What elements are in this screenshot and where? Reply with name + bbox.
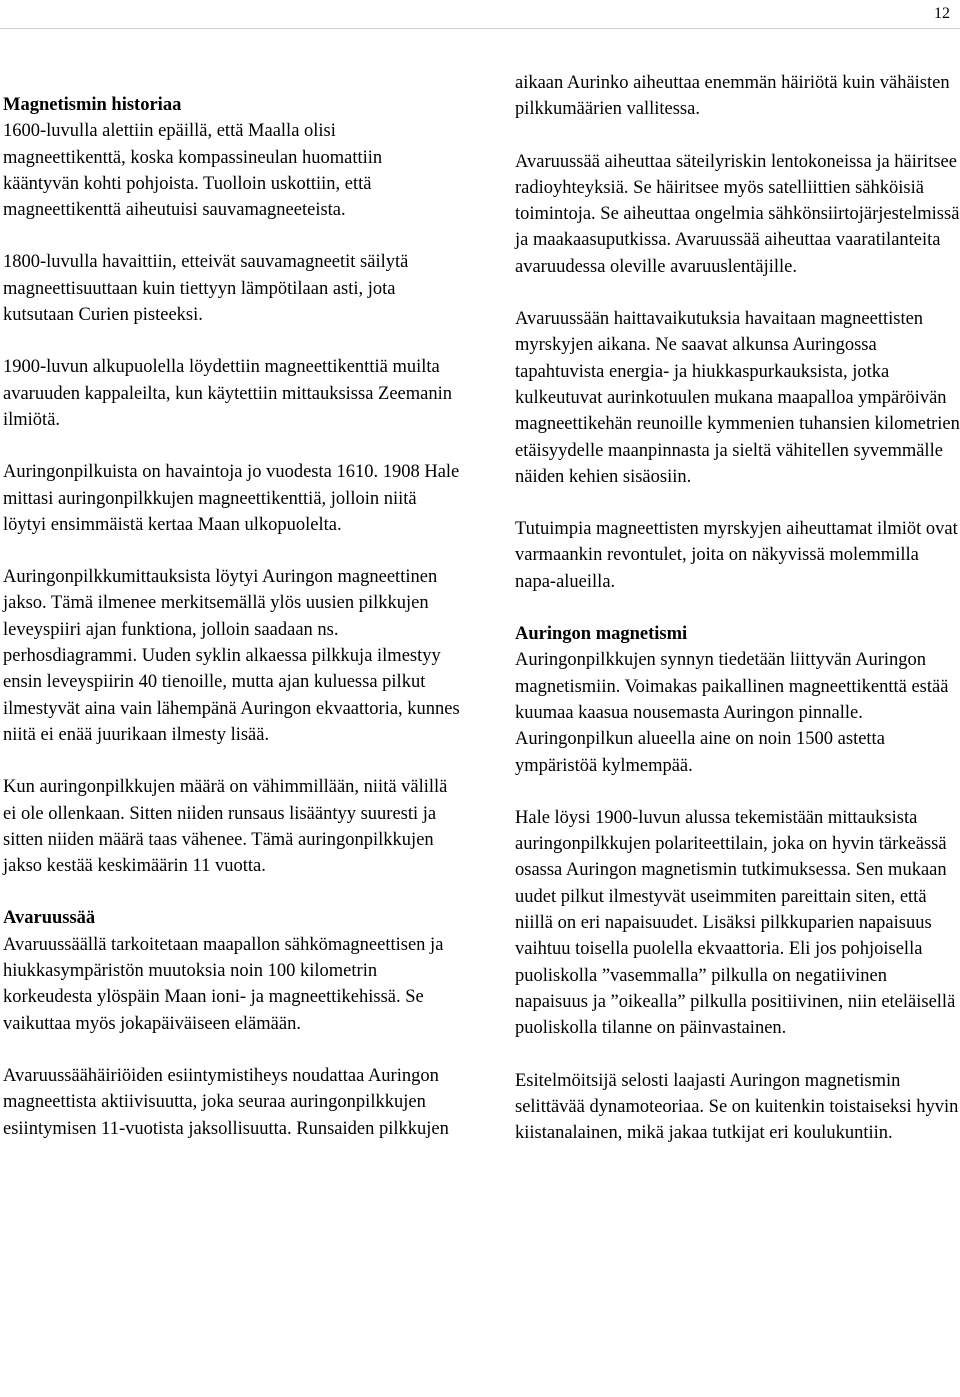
header-divider bbox=[0, 28, 960, 29]
paragraph-dynamo-theory: Esitelmöitsijä selosti laajasti Auringon magnetismin selittävää dynamoteoriaa. Se on kuitenkin toistaiseksi hyvin kiistanalainen, mikä jakaa tutkijat eri koulukuntiin. bbox=[515, 1070, 959, 1144]
left-column bbox=[3, 92, 461, 1168]
paragraph-space-weather-definition: Avaruussäällä tarkoitetaan maapallon sähkömagneettisen ja hiukkasympäristön muutoksia noin 100 kilometrin korkeudesta ylöspäin Maan ioni- ja magneettikehissä. Se vaikuttaa myös jokapäiväiseen elämään. bbox=[3, 934, 444, 1034]
paragraph-sunspot-cycle: Kun auringonpilkkujen määrä on vähimmillään, niitä välillä ei ole ollenkaan. Sitten niiden runsaus lisääntyy suuresti ja sitten niiden määrä taas vähenee. Tämä auringonpilkkujen jakso kestää keskimäärin 11 vuotta. bbox=[3, 777, 448, 877]
paragraph-magnetic-storms: Avaruussään haittavaikutuksia havaitaan magneettisten myrskyjen aikana. Ne saavat alkunsa Auringossa tapahtuvista energia- ja hiukkaspurkauksista, jotka kulkeutuvat aurinkotuulen mukana maapalloa ympäröivän magneettikehän reunoille kymmenien tuhansien kilometrien etäisyydelle maanpinnasta ja sieltä vähitellen syvemmälle näiden kehien sisäosiin. bbox=[515, 309, 960, 487]
paragraph-curie: 1800-luvulla havaittiin, etteivät sauvamagneetit säilytä magneettisuuttaan kuin tiettyyn lämpötilaan asti, jota kutsutaan Curien pisteeksi. bbox=[3, 252, 409, 326]
paragraph-sunspot-observations: Auringonpilkuista on havaintoja jo vuodesta 1610. 1908 Hale mittasi auringonpilkkujen magneettikenttiä, jolloin niitä löytyi ensimmäistä kertaa Maan ulkopuolelta. bbox=[3, 462, 460, 535]
history-heading: Magnetismin historiaa bbox=[3, 95, 182, 115]
right-column bbox=[515, 70, 960, 1172]
history-section bbox=[3, 92, 461, 223]
paragraph-disturbance-continued: aikaan Aurinko aiheuttaa enemmän häiriötä kuin vähäisten pilkkumäärien vallitessa. bbox=[515, 73, 950, 120]
paragraph-disturbance-frequency: Avaruussäähäiriöiden esiintymistiheys noudattaa Auringon magneettista aktiivisuutta, joka seuraa auringonpilkkujen esiintymisen 11-vuotista jaksollisuutta. Runsaiden pilkkujen bbox=[3, 1065, 449, 1139]
page-number: 12 bbox=[934, 5, 950, 22]
paragraph-polarity-law: Hale löysi 1900-luvun alussa tekemistään mittauksista auringonpilkkujen polariteettilain, joka on hyvin tärkeässä osassa Auringon magnetismin tutkimuksessa. Sen mukaan uudet pilkut ilmestyvät useimmiten pareittain siten, että niillä on eri napaisuudet. Lisäksi pilkkuparien napaisuus vaihtuu toisella puolella ekvaattoria. Eli jos pohjoisella puoliskolla ”vasemmalla” pilkulla on negatiivinen napaisuus ja ”oikealla” pilkulla positiivinen, niin eteläisellä puoliskolla tilanne on päinvastainen. bbox=[515, 807, 956, 1039]
paragraph-compass: 1600-luvulla alettiin epäillä, että Maalla olisi magneettikenttä, koska kompassineulan huomattiin kääntyvän kohti pohjoista. Tuolloin uskottiin, että magneettikenttä aiheutuisi sauvamagneeteista. bbox=[3, 121, 383, 221]
paragraph-butterfly-diagram: Auringonpilkkumittauksista löytyi Auringon magneettinen jakso. Tämä ilmenee merkitsemällä ylös uusien pilkkujen leveyspiiri ajan funktiona, jolloin saadaan ns. perhosdiagrammi. Uuden syklin alkaessa pilkkuja ilmestyy ensin leveyspiirin 40 tienoille, mutta ajan kuluessa pilkut ilmestyvät aina vain lähempänä Auringon ekvaattoria, kunnes niitä ei enää juurikaan ilmesty lisää. bbox=[3, 567, 460, 745]
paragraph-zeeman: 1900-luvun alkupuolella löydettiin magneettikenttiä muilta avaruuden kappaleilta, kun käytettiin mittauksissa Zeemanin ilmiötä. bbox=[3, 357, 453, 430]
paragraph-radiation-risk: Avaruussää aiheuttaa säteilyriskin lentokoneissa ja häiritsee radioyhteyksiä. Se häiritsee myös satelliittien sähköisiä toimintoja. Se aiheuttaa ongelmia sähkönsiirtojärjestelmissä ja maakaasuputkissa. Avaruussää aiheuttaa vaaratilanteita avaruudessa oleville avaruuslentäjille. bbox=[515, 151, 960, 277]
sun-magnetism-section bbox=[515, 621, 960, 779]
paragraph-aurora: Tutuimpia magneettisten myrskyjen aiheuttamat ilmiöt ovat varmaankin revontulet, joita on näkyvissä molemmilla napa-alueilla. bbox=[515, 519, 958, 592]
space-weather-section bbox=[3, 905, 461, 1036]
sun-magnetism-heading: Auringon magnetismi bbox=[515, 624, 688, 645]
space-weather-heading: Avaruussää bbox=[3, 908, 96, 929]
paragraph-sunspot-origin: Auringonpilkkujen synnyn tiedetään liittyvän Auringon magnetismiin. Voimakas paikallinen magneettikenttä estää kuumaa kaasua nousemasta Auringon pinnalle. Auringonpilkun alueella aine on noin 1500 astetta ympäristöä kylmempää. bbox=[515, 650, 949, 776]
